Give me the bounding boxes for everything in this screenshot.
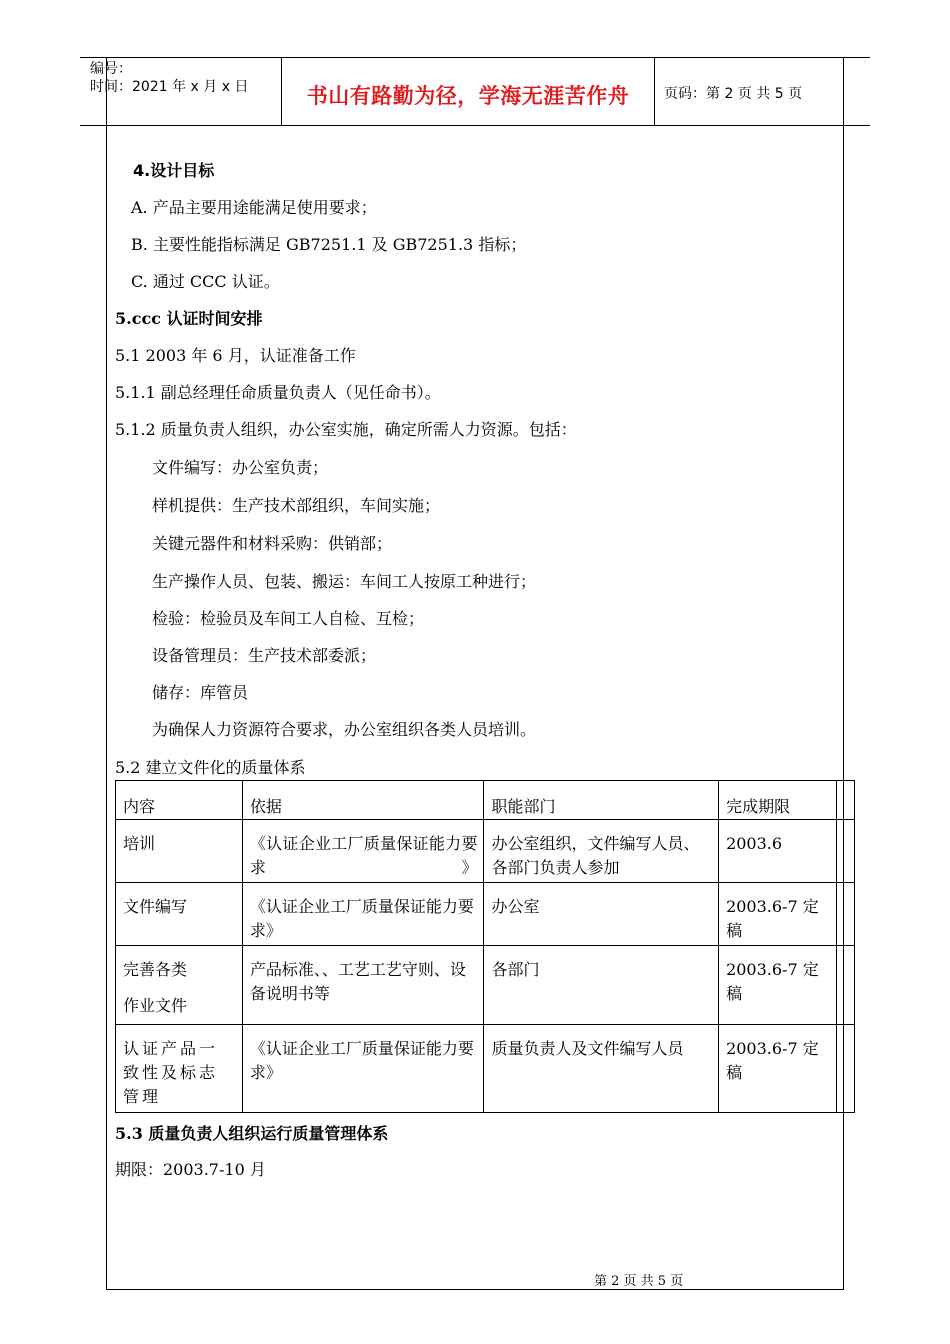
table-cell-deadline: 2003.6 (719, 820, 837, 883)
section-5-title: 5.ccc 认证时间安排 (115, 309, 263, 328)
section-5-3-title: 5.3 质量负责人组织运行质量管理体系 (115, 1124, 389, 1143)
resource-item: 样机提供：生产技术部组织，车间实施； (152, 496, 441, 515)
table-cell-dept: 各部门 (484, 946, 719, 1025)
section-5-2: 5.2 建立文件化的质量体系 (115, 758, 306, 777)
table-row (116, 1025, 855, 1113)
table-cell-deadline: 2003.6-7 定稿 (719, 946, 837, 1025)
table-row (116, 946, 855, 1025)
section-5-3-period: 期限：2003.7-10 月 (115, 1160, 266, 1179)
table-cell-basis: 《认证企业工厂质量保证能力要求》 (242, 1025, 484, 1113)
doc-code-label: 编号： (90, 61, 132, 77)
table-header-dept: 职能部门 (484, 781, 719, 820)
table-extra-cell (836, 781, 854, 820)
table-cell-dept: 办公室 (484, 883, 719, 946)
table-row (116, 820, 855, 883)
section-5-1-1: 5.1.1 副总经理任命质量负责人（见任命书）。 (115, 383, 441, 402)
section-4-title: 4.设计目标 (133, 161, 215, 180)
resource-item: 设备管理员：生产技术部委派； (152, 646, 377, 665)
table-cell-basis: 《认证企业工厂质量保证能力要求》 (242, 820, 484, 883)
header-divider-2 (654, 57, 655, 125)
resource-item: 关键元器件和材料采购：供销部； (152, 534, 393, 553)
table-extra-cell (836, 820, 854, 883)
table-cell-deadline: 2003.6-7 定稿 (719, 1025, 837, 1113)
table-cell-basis: 产品标准、、工艺工艺守则、设备说明书等 (242, 946, 484, 1025)
page-footer: 第 2 页 共 5 页 (594, 1274, 684, 1289)
table-extra-cell (836, 1025, 854, 1113)
doc-date-label: 时间：2021 年 x 月 x 日 (90, 79, 249, 95)
table-cell-dept: 办公室组织，文件编写人员、各部门负责人参加 (484, 820, 719, 883)
table-cell-deadline: 2003.6-7 定稿 (719, 883, 837, 946)
table-header-deadline: 完成期限 (719, 781, 837, 820)
goal-item-a: A. 产品主要用途能满足使用要求； (131, 198, 377, 217)
table-extra-cell (836, 946, 854, 1025)
training-note: 为确保人力资源符合要求，办公室组织各类人员培训。 (152, 720, 537, 739)
page-left-border (106, 57, 107, 1290)
table-cell-dept: 质量负责人及文件编写人员 (484, 1025, 719, 1113)
table-extra-cell (836, 883, 854, 946)
goal-item-b: B. 主要性能指标满足 GB7251.1 及 GB7251.3 指标； (131, 235, 527, 254)
goal-item-c: C. 通过 CCC 认证。 (131, 272, 280, 291)
table-cell-basis: 《认证企业工厂质量保证能力要求》 (242, 883, 484, 946)
quality-system-table (115, 780, 855, 1113)
page-bottom-rule (106, 1289, 843, 1290)
resource-item: 检验：检验员及车间工人自检、互检； (152, 609, 425, 628)
table-cell-content: 文件编写 (116, 883, 243, 946)
section-5-1: 5.1 2003 年 6 月，认证准备工作 (115, 346, 356, 365)
table-cell-content: 培训 (116, 820, 243, 883)
header-bottom-rule (80, 125, 870, 126)
table-header-basis: 依据 (242, 781, 484, 820)
table-header-row (116, 781, 855, 820)
table-cell-content: 完善各类作业文件 (116, 946, 243, 1025)
header-motto: 书山有路勤为径，学海无涯苦作舟 (306, 84, 630, 108)
resource-item: 储存：库管员 (152, 683, 249, 702)
resource-item: 文件编写：办公室负责； (152, 458, 329, 477)
table-cell-content: 认证产品一致性及标志管理 (116, 1025, 243, 1113)
section-5-1-2: 5.1.2 质量负责人组织，办公室实施，确定所需人力资源。包括： (115, 420, 577, 439)
table-header-content: 内容 (116, 781, 243, 820)
resource-item: 生产操作人员、包装、搬运：车间工人按原工种进行； (152, 572, 537, 591)
table-row (116, 883, 855, 946)
header-top-rule (80, 57, 870, 58)
header-page-number: 页码：第 2 页 共 5 页 (664, 86, 803, 102)
